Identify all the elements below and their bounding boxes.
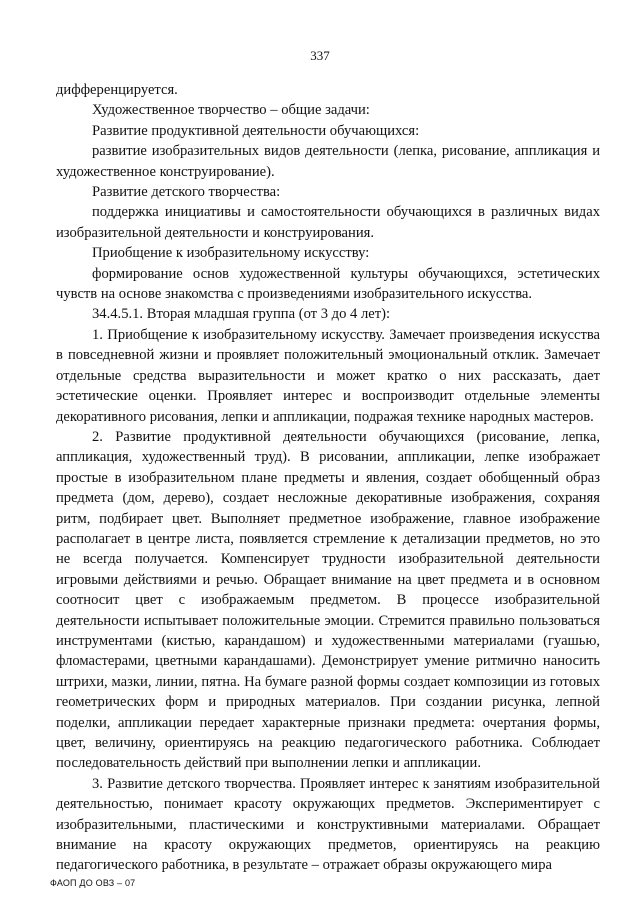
subheading-art-introduction: Приобщение к изобразительному искусству: bbox=[92, 245, 370, 262]
paragraph-art-introduction: формирование основ художественной культуры обучающихся, эстетических чувств на основе знакомства с произведениями изобразительного искусства. bbox=[56, 265, 600, 303]
paragraph-item-1: 1. Приобщение к изобразительному искусству. Замечает произведения искусства в повседневной жизни и проявляет положительный эмоциональный отклик. Замечает отдельные средства выразительности и может кратко о них рассказать, дает эстетические оценки. Проявляет интерес и воспроизводит отдельные элементы декоративного рисования, лепки и аппликации, подражая технике народных мастеров. bbox=[56, 326, 600, 425]
paragraph-continuation: дифференцируется. bbox=[56, 82, 178, 98]
subheading-productive-activity: Развитие продуктивной деятельности обучающихся: bbox=[92, 122, 420, 139]
section-heading-second-junior-group: 34.4.5.1. Вторая младшая группа (от 3 до 4 лет): bbox=[92, 306, 391, 323]
paragraph-item-3: 3. Развитие детского творчества. Проявляет интерес к занятиям изобразительной деятельностью, понимает красоту окружающих предметов. Экспериментирует с изобразительными, пластическими и конструктивными материалами. Обращает внимание на красоту окружающих предметов, ориентируясь на реакцию педагогического работника, в результате – отражает образы окружающего мира bbox=[56, 775, 600, 874]
document-body bbox=[56, 80, 600, 876]
footer-document-code: ФАОП ДО ОВЗ – 07 bbox=[50, 878, 136, 888]
heading-art-creativity-tasks: Художественное творчество – общие задачи: bbox=[92, 102, 370, 119]
subheading-child-creativity: Развитие детского творчества: bbox=[92, 184, 281, 201]
page-number: 337 bbox=[310, 48, 330, 63]
paragraph-productive-activity: развитие изобразительных видов деятельности (лепка, рисование, аппликация и художественное конструирование). bbox=[56, 143, 600, 180]
paragraph-child-creativity: поддержка инициативы и самостоятельности обучающихся в различных видах изобразительной деятельности и конструирования. bbox=[56, 204, 600, 241]
paragraph-item-2: 2. Развитие продуктивной деятельности обучающихся (рисование, лепка, аппликация, художественный труд). В рисовании, аппликации, лепке изображает простые в изобразительном плане предметы и явления, создает обобщенный образ предмета (дом, дерево), создает несложные декоративные изображения, сохраняя ритм, подбирает цвет. Выполняет предметное изображение, главное изображение располагает в центре листа, появляется стремление к детализации предметов, но это не всегда получается. Компенсирует трудности изобразительной деятельности игровыми действиями и речью. Обращает внимание на цвет предмета и в основном соотносит цвет с изображаемым предметом. В процессе изобразительной деятельности испытывает положительные эмоции. Стремится правильно пользоваться инструментами (кистью, карандашом) и художественными материалами (гуашью, фломастерами, цветными карандашами). Демонстрирует умение ритмично наносить штрихи, мазки, линии, пятна. На бумаге разной формы создает композиции из готовых геометрических форм и природных материалов. При создании рисунка, лепной поделки, аппликации передает характерные признаки предмета: очертания формы, цвет, величину, ориентируясь на реакцию педагогического работника. Соблюдает последовательность действий при выполнении лепки и аппликации. bbox=[56, 428, 600, 772]
